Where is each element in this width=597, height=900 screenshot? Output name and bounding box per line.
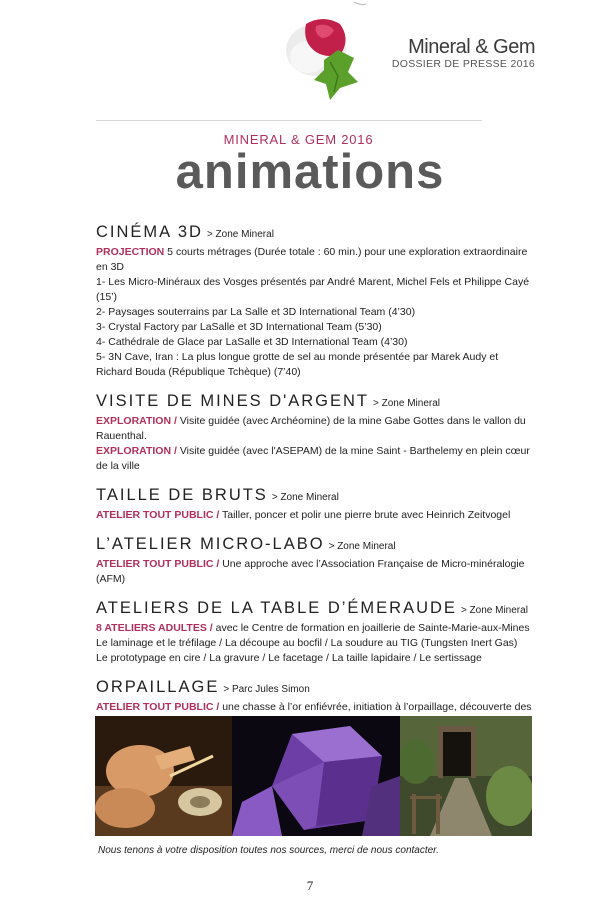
section-line	[96, 508, 536, 523]
section-table-emeraude	[96, 598, 536, 666]
section-line	[96, 245, 536, 275]
activity-tag: ATELIER TOUT PUBLIC /	[96, 701, 220, 713]
section-heading	[96, 391, 536, 414]
section-title: L’ATELIER MICRO-LABO	[96, 535, 325, 553]
section-line	[96, 305, 536, 320]
line-text: 3- Crystal Factory par LaSalle et 3D International Team (5’30)	[96, 321, 382, 333]
brand-name: Mineral & Gem	[408, 36, 535, 58]
line-text: avec le Centre de formation en joaillerie de Sainte-Marie-aux-Mines	[212, 622, 530, 634]
sections-list	[96, 222, 536, 741]
section-zone: > Parc Jules Simon	[223, 684, 310, 695]
page-title: animations	[175, 145, 445, 199]
section-title: ORPAILLAGE	[96, 678, 220, 696]
section-line	[96, 414, 536, 444]
section-cinema-3d	[96, 222, 536, 380]
header-divider	[96, 120, 482, 121]
section-title: VISITE DE MINES D'ARGENT	[96, 392, 370, 410]
line-text: Visite guidée (avec l'ASEPAM) de la mine Saint - Barthelemy en plein cœur de la ville	[96, 445, 530, 472]
mine-entrance-photo	[400, 716, 532, 836]
section-line	[96, 335, 536, 350]
line-text: 2- Paysages souterrains par La Salle et 3D International Team (4’30)	[96, 306, 416, 318]
section-line	[96, 651, 536, 666]
page-kicker: MINERAL & GEM 2016	[223, 132, 374, 147]
section-title: CINÉMA 3D	[96, 223, 203, 241]
line-text: 5 courts métrages (Durée totale : 60 min.) pour une exploration extraordinaire en 3D	[96, 246, 528, 273]
mineral-gem-logo-illustration	[268, 2, 378, 102]
section-taille-bruts	[96, 485, 536, 523]
section-heading	[96, 485, 536, 508]
section-line	[96, 636, 536, 651]
section-zone: > Zone Mineral	[373, 398, 440, 409]
line-text: une chasse à l’or enfiévrée, initiation à l’orpaillage, découverte des	[222, 701, 532, 713]
brand-block	[392, 36, 535, 70]
line-text: Une approche avec l’Association Française de Micro-minéralogie (AFM)	[96, 558, 525, 585]
photo-strip	[95, 716, 532, 836]
line-text: 5- 3N Cave, Iran : La plus longue grotte de sel au monde présentée par Marek Audy et Richard Bouda (République Tchèque) (7’40)	[96, 351, 499, 378]
section-zone: > Zone Mineral	[206, 229, 274, 240]
section-heading	[96, 598, 536, 621]
section-line	[96, 444, 536, 474]
section-heading	[96, 677, 536, 700]
activity-tag: 8 ATELIERS ADULTES /	[96, 622, 213, 634]
activity-tag: EXPLORATION /	[96, 415, 177, 427]
brand-subtitle: DOSSIER DE PRESSE 2016	[391, 58, 535, 70]
activity-tag: ATELIER TOUT PUBLIC /	[96, 558, 220, 570]
section-zone: > Zone Mineral	[328, 541, 396, 552]
section-zone: > Zone Mineral	[271, 492, 339, 503]
gem-cutting-hands-photo	[95, 716, 232, 836]
section-line	[96, 621, 536, 636]
line-text: Visite guidée (avec Archéomine) de la mine Gabe Gottes dans le vallon du Rauenthal.	[96, 415, 526, 442]
section-line	[96, 320, 536, 335]
section-line	[96, 557, 536, 587]
line-text: 4- Cathédrale de Glace par LaSalle et 3D International Team (4’30)	[96, 336, 408, 348]
section-line	[96, 275, 536, 305]
page-number: 7	[306, 878, 314, 893]
line-text: Le laminage et le tréfilage / La découpe au bocfil / La soudure au TIG (Tungsten Inert Gas)	[96, 637, 518, 649]
activity-tag: EXPLORATION /	[96, 445, 177, 457]
section-line	[96, 350, 536, 380]
activity-tag: ATELIER TOUT PUBLIC /	[96, 509, 220, 521]
section-heading	[96, 534, 536, 557]
section-title: ATELIERS DE LA TABLE D’ÉMERAUDE	[96, 599, 457, 617]
section-zone: > Zone Mineral	[460, 605, 528, 616]
section-heading	[96, 222, 536, 245]
activity-tag: PROJECTION	[96, 246, 165, 258]
section-visite-mines	[96, 391, 536, 474]
line-text: 1- Les Micro-Minéraux des Vosges présentés par André Marent, Michel Fels et Philippe Cayé (15’)	[96, 276, 530, 303]
line-text: Le prototypage en cire / La gravure / Le facetage / La taille lapidaire / Le sertissage	[96, 652, 482, 664]
line-text: Tailler, poncer et polir une pierre brute avec Heinrich Zeitvogel	[219, 509, 511, 521]
photo-caption: Nous tenons à votre disposition toutes nos sources, merci de nous contacter.	[98, 845, 439, 856]
section-atelier-micro-labo	[96, 534, 536, 587]
section-title: TAILLE DE BRUTS	[96, 486, 268, 504]
fluorite-crystal-photo	[232, 716, 400, 836]
